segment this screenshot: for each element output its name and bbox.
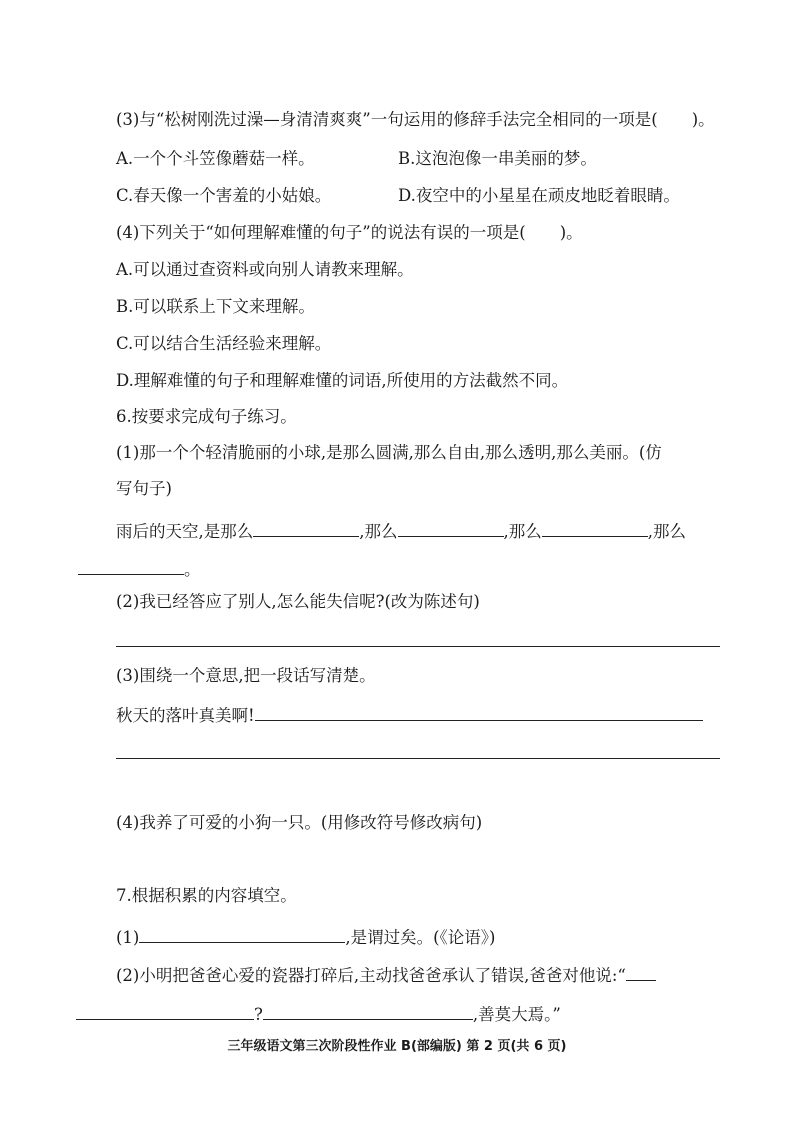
fill-blank[interactable] [253, 518, 359, 537]
fill-blank[interactable] [78, 556, 184, 575]
q7-item1 [116, 924, 496, 950]
prompt-sep: ,那么 [647, 522, 686, 541]
q5-item3-options-row1 [116, 147, 315, 171]
q7-item2-text: (2)小明把爸爸心爱的瓷器打碎后,主动找爸爸承认了错误,爸爸对他说:“ [116, 966, 626, 985]
q5-item4-stem [116, 221, 583, 245]
prompt-start: 雨后的天空,是那么 [116, 522, 254, 541]
option-a: A.可以通过查资料或向别人请教来理解。 [116, 260, 414, 279]
q7-item2-line1 [116, 962, 656, 988]
prompt-sep: ,那么 [359, 522, 398, 541]
q7-item1-label: (1) [116, 928, 140, 947]
q7-item2-tail: ,善莫大焉。” [472, 1005, 561, 1024]
fill-blank[interactable] [398, 518, 504, 537]
fill-blank[interactable] [255, 702, 703, 721]
q5-item3-stem-end: )。 [691, 110, 715, 129]
fill-blank[interactable] [542, 518, 648, 537]
q6-item1-prompt [116, 518, 686, 544]
q7-item2-mid: ? [254, 1005, 263, 1024]
option-b: B.这泡泡像一串美丽的梦。 [398, 149, 597, 168]
fill-blank[interactable] [139, 924, 345, 943]
prompt-sep: ,那么 [503, 522, 542, 541]
fill-blank[interactable] [263, 1001, 473, 1020]
option-a: A.一个个斗笠像蘑菇一样。 [116, 149, 315, 168]
q7-item1-tail: ,是谓过矣。(《论语》) [345, 928, 496, 947]
prompt-text: 秋天的落叶真美啊! [116, 706, 255, 725]
q5-item4-stem-end: )。 [559, 223, 583, 242]
fill-blank[interactable] [76, 1001, 254, 1020]
fill-blank[interactable] [626, 962, 656, 981]
q5-item3-stem-text: (3)与“松树刚洗过澡—身清清爽爽”一句运用的修辞手法完全相同的一项是( [116, 110, 658, 129]
option-d: D.理解难懂的句子和理解难懂的词语,所使用的方法截然不同。 [116, 371, 569, 390]
option-c: C.春天像一个害羞的小姑娘。 [116, 186, 332, 205]
option-b: B.可以联系上下文来理解。 [116, 297, 315, 316]
q6-item3-stem: (3)围绕一个意思,把一段话写清楚。 [116, 666, 376, 685]
q5-item3-stem [116, 108, 715, 132]
q6-title: 6.按要求完成句子练习。 [116, 407, 297, 426]
q6-item1-line1: (1)那一个个轻清脆丽的小球,是那么圆满,那么自由,那么透明,那么美丽。(仿 [116, 443, 662, 462]
page-footer: 三年级语文第三次阶段性作业 B(部编版) 第 2 页(共 6 页) [227, 1039, 567, 1054]
q6-item1-line2: 写句子) [116, 479, 172, 498]
q7-item2-line2 [76, 1001, 561, 1027]
q6-item1-prompt-end [78, 556, 201, 582]
answer-line[interactable] [116, 646, 720, 647]
prompt-end: 。 [184, 560, 201, 579]
option-c: C.可以结合生活经验来理解。 [116, 334, 332, 353]
q6-item3-prompt [116, 702, 703, 728]
answer-line[interactable] [116, 758, 720, 759]
q5-item4-stem-text: (4)下列关于“如何理解难懂的句子”的说法有误的一项是( [116, 223, 526, 242]
q7-title: 7.根据积累的内容填空。 [116, 886, 297, 905]
q6-item4: (4)我养了可爱的小狗一只。(用修改符号修改病句) [116, 813, 483, 832]
q6-item2: (2)我已经答应了别人,怎么能失信呢?(改为陈述句) [116, 592, 480, 611]
option-d: D.夜空中的小星星在顽皮地眨着眼睛。 [398, 186, 680, 205]
